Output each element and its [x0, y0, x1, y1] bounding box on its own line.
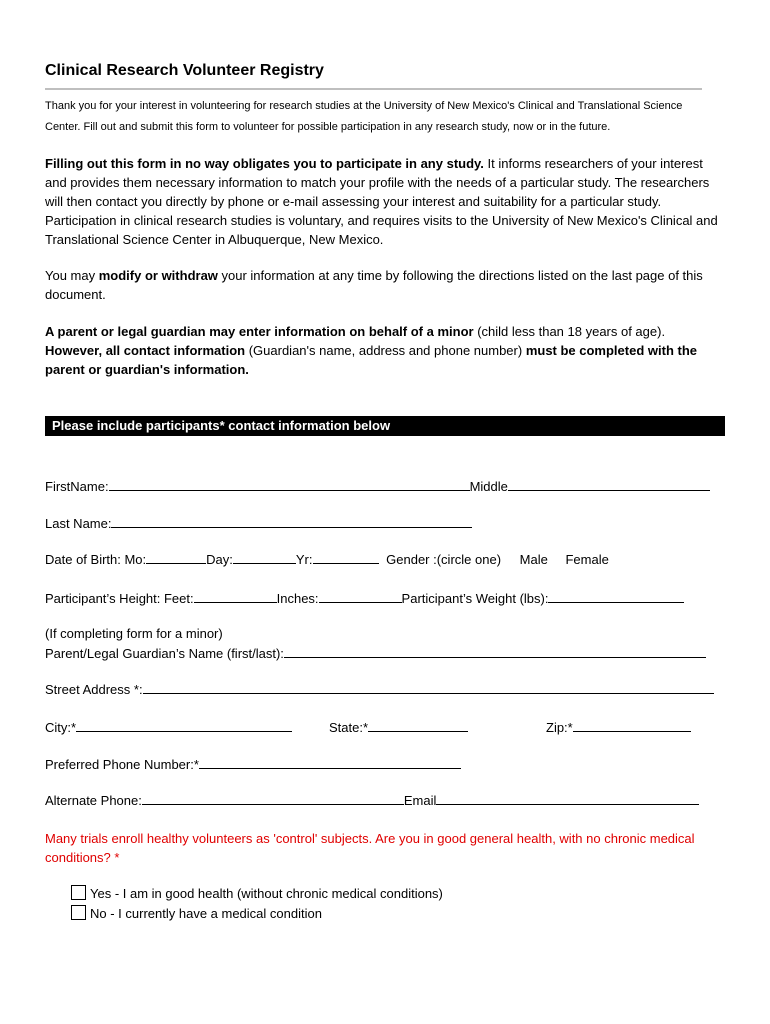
city-row — [45, 718, 292, 736]
health-question: Many trials enroll healthy volunteers as 'control' subjects. Are you in good general health, with no chronic medical conditions? * — [45, 831, 695, 865]
checkbox-yes[interactable] — [71, 885, 86, 900]
option-yes[interactable] — [71, 885, 443, 901]
zip-field[interactable] — [573, 718, 691, 732]
option-yes-label: Yes - I am in good health (without chronic medical conditions) — [90, 886, 443, 901]
modify-text-a: You may — [45, 268, 99, 283]
intro-text: Thank you for your interest in volunteering for research studies at the University of New Mexico's Clinical and Translational Science Center. Fill out and submit this form to volunteer for possible participation in any research study, now or in the future. — [45, 100, 683, 133]
street-address-field[interactable] — [143, 680, 714, 694]
state-row — [329, 718, 468, 736]
middle-label: Middle — [469, 479, 508, 494]
email-field[interactable] — [436, 791, 699, 805]
first-name-row — [45, 477, 710, 495]
alt-phone-label: Alternate Phone: — [45, 793, 142, 808]
email-label: Email — [403, 793, 437, 808]
guardian-paragraph — [45, 322, 725, 379]
weight-field[interactable] — [548, 589, 684, 603]
alt-phone-field[interactable] — [142, 791, 404, 805]
gender-female-option[interactable]: Female — [565, 552, 609, 567]
guardian-name-field[interactable] — [284, 644, 706, 658]
obligation-text: It informs researchers of your interest and provides them necessary information to match your profile with the needs of a particular study. The researchers will then contact you directly by phone or e-mail assessing your interest and suitability for a particular study. Participation in clinical research studies is voluntary, and requires visits to the University of New Mexico's Clinical and Translational Science Center in Albuquerque, New Mexico. — [45, 156, 718, 247]
obligation-paragraph — [45, 154, 725, 249]
form-page — [45, 62, 725, 436]
dob-day-field[interactable] — [233, 550, 296, 564]
phone-row — [45, 755, 461, 773]
first-name-label: FirstName: — [45, 479, 109, 494]
weight-label: Participant’s Weight (lbs): — [401, 591, 549, 606]
street-row — [45, 680, 714, 698]
last-name-row — [45, 514, 472, 532]
state-label: State:* — [329, 720, 369, 735]
city-label: City:* — [45, 720, 77, 735]
alt-phone-row — [45, 791, 699, 809]
health-options — [45, 885, 715, 925]
dob-month-label: Date of Birth: Mo: — [45, 552, 147, 567]
state-field[interactable] — [368, 718, 468, 732]
dob-year-field[interactable] — [313, 550, 379, 564]
modify-text-b: your information at any time by following the directions listed on the last page of this document. — [45, 268, 703, 302]
height-inches-field[interactable] — [319, 589, 402, 603]
dob-month-field[interactable] — [146, 550, 206, 564]
zip-row — [546, 718, 691, 736]
phone-label: Preferred Phone Number:* — [45, 757, 199, 772]
guardian-label: Parent/Legal Guardian’s Name (first/last): — [45, 646, 284, 661]
last-name-field[interactable] — [111, 514, 472, 528]
guardian-text-a: (child less than 18 years of age). — [473, 324, 666, 339]
guardian-row — [45, 644, 706, 662]
gender-label: Gender :(circle one) — [386, 552, 502, 567]
dob-row — [45, 550, 609, 568]
height-weight-row — [45, 589, 684, 607]
gender-male-option[interactable]: Male — [519, 552, 548, 567]
page-title: Clinical Research Volunteer Registry — [45, 62, 702, 90]
height-inches-label: Inches: — [276, 591, 319, 606]
modify-paragraph — [45, 266, 725, 304]
checkbox-no[interactable] — [71, 905, 86, 920]
option-no[interactable] — [71, 905, 322, 921]
dob-year-label: Yr: — [295, 552, 313, 567]
guardian-bold-3: must be completed with the parent or guardian's information. — [45, 343, 697, 377]
guardian-bold-1: A parent or legal guardian may enter information on behalf of a minor — [45, 324, 474, 339]
minor-note: (If completing form for a minor) — [45, 626, 223, 641]
height-feet-label: Participant’s Height: Feet: — [45, 591, 194, 606]
street-label: Street Address *: — [45, 682, 143, 697]
height-feet-field[interactable] — [194, 589, 277, 603]
option-no-label: No - I currently have a medical condition — [90, 906, 322, 921]
guardian-text-b: (Guardian's name, address and phone number) — [245, 343, 526, 358]
section-header: Please include participants* contact information below — [45, 416, 725, 436]
first-name-field[interactable] — [109, 477, 470, 491]
modify-bold: modify or withdraw — [98, 268, 218, 283]
zip-label: Zip:* — [546, 720, 573, 735]
middle-name-field[interactable] — [508, 477, 710, 491]
last-name-label: Last Name: — [45, 516, 112, 531]
phone-field[interactable] — [199, 755, 461, 769]
guardian-bold-2: However, all contact information — [45, 343, 246, 358]
city-field[interactable] — [76, 718, 292, 732]
obligation-bold: Filling out this form in no way obligates you to participate in any study. — [45, 156, 484, 171]
dob-day-label: Day: — [206, 552, 233, 567]
